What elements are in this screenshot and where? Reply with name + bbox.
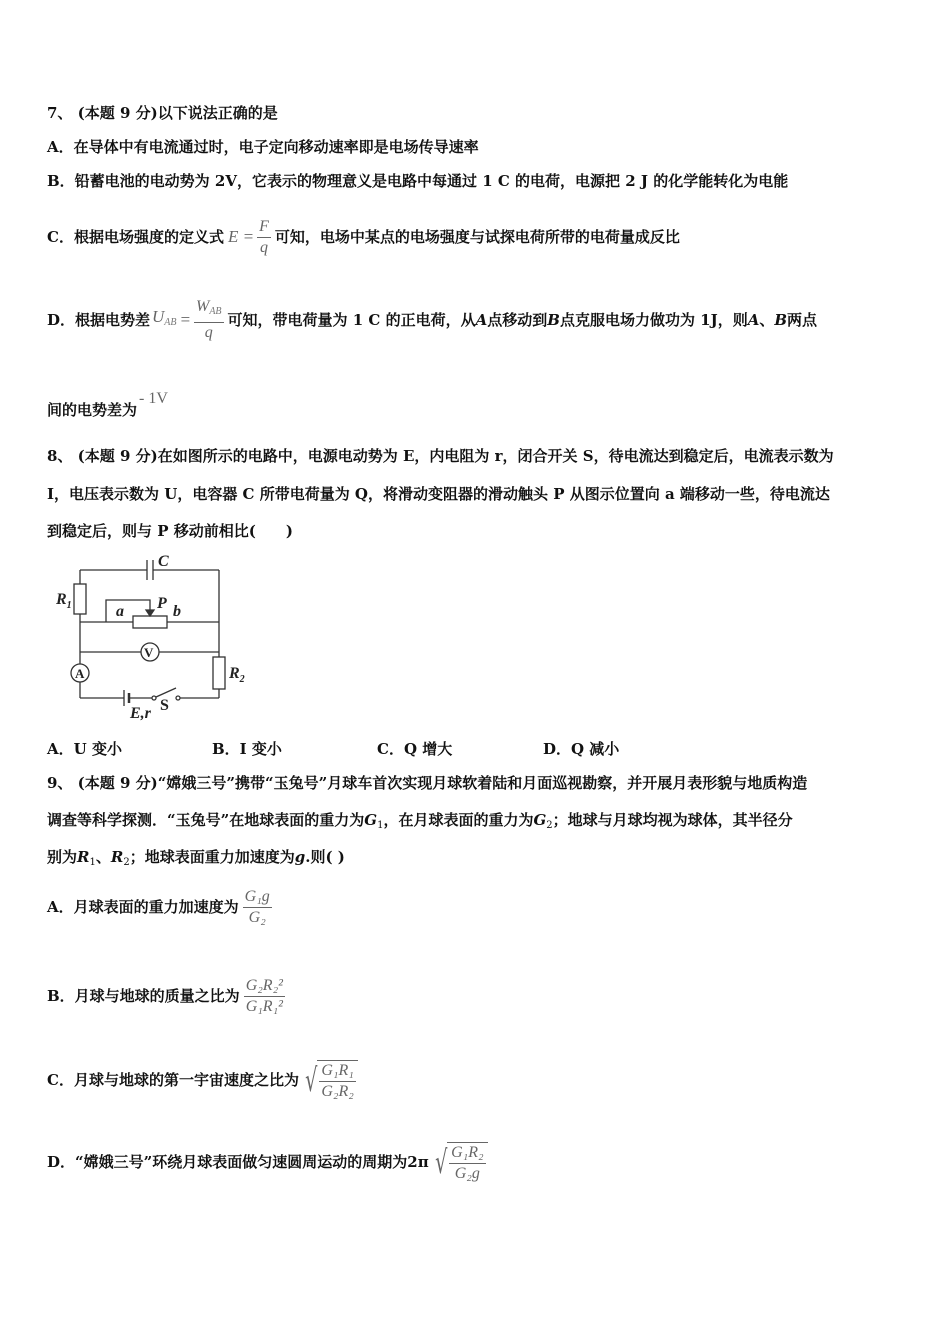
label-ammeter: A	[75, 666, 85, 681]
q9-r2: R	[110, 848, 124, 866]
q9-r1-sub: 1	[89, 857, 96, 868]
label-p: P	[157, 595, 167, 612]
sqrt-icon: √	[434, 1143, 448, 1181]
sqrt-icon: √	[305, 1061, 318, 1099]
q7-d-text-4: 两点	[787, 311, 818, 329]
q8-option-a: A．U 变小	[47, 740, 122, 758]
q9-option-d	[47, 1134, 488, 1190]
q7-d-w-sub: AB	[209, 306, 222, 317]
q7-option-b: B．铅蓄电池的电动势为 2V，它表示的物理意义是电路中每通过 1 C 的电荷，电源把 2 J 的化学能转化为电能	[47, 172, 789, 190]
q7-d-numerator	[194, 299, 224, 323]
q7-option-d-line2	[47, 390, 168, 421]
q9-l2-text-3: ；地球与月球均视为球体，其半径分	[552, 811, 793, 829]
q7-d-u: U	[152, 307, 165, 326]
q8-line-1: 8、 (本题 9 分)在如图所示的电路中，电源电动势为 E，内电阻为 r，闭合开关 S，待电流达到稳定后，电流表示数为	[47, 447, 834, 465]
q8-line-2: I，电压表示数为 U，电容器 C 所带电荷量为 Q，将滑动变阻器的滑动触头 P 从图示位置向 a 端移动一些，待电流达	[47, 485, 830, 503]
q9-l3-sep: 、	[95, 848, 111, 866]
q9-option-a-text: A．月球表面的重力加速度为	[47, 898, 239, 916]
q9-g2-sub: 2	[546, 820, 553, 831]
q7-d-text-2: 点移动到	[487, 311, 548, 329]
q9-c-numerator: G₁R₁	[319, 1063, 355, 1082]
q8-line-3: 到稳定后，则与 P 移动前相比( )	[47, 522, 293, 540]
label-er: E,r	[130, 705, 151, 722]
q9-l2-text-1: 调查等科学探测．“玉兔号”在地球表面的重力为	[47, 811, 365, 829]
q7-option-c-prefix: C．根据电场强度的定义式	[47, 228, 224, 246]
q9-d-sqrt	[431, 1142, 488, 1182]
q9-b-fraction	[244, 978, 285, 1015]
q7-d-line2-text: 间的电势差为	[47, 401, 138, 419]
q9-l3-text-2: ；地球表面重力加速度为	[129, 848, 295, 866]
q9-d-denominator: G₂g	[454, 1165, 480, 1182]
q7-option-d	[47, 293, 817, 347]
rheostat	[133, 616, 167, 628]
q7-c-formula-lhs: E =	[227, 227, 255, 246]
q9-option-b	[47, 968, 285, 1024]
q7-c-numerator: F	[257, 219, 271, 238]
q9-a-numerator: G₁g	[243, 889, 272, 908]
q7-option-c	[47, 210, 680, 264]
q7-d-text-1: 可知，带电荷量为 1 C 的正电荷，从	[227, 311, 476, 329]
q7-c-fraction	[257, 219, 271, 256]
slider-arrow	[146, 610, 154, 616]
q8-option-b: B．I 变小	[212, 740, 282, 758]
q9-g1-sub: 1	[377, 820, 384, 831]
switch-lever	[156, 688, 176, 697]
q7-d-sep: 、	[759, 311, 775, 329]
q7-d-point-a2: A	[747, 311, 760, 329]
rheostat-slider-wire	[106, 600, 150, 622]
q9-c-sqrt	[301, 1060, 358, 1100]
q9-l2-text-2: ，在月球表面的重力为	[383, 811, 534, 829]
q9-option-c	[47, 1052, 358, 1108]
q7-d-denominator: q	[204, 324, 213, 341]
q7-header: 7、 (本题 9 分)以下说法正确的是	[47, 104, 278, 122]
label-c: C	[158, 553, 169, 570]
switch-contact-left	[152, 696, 156, 700]
q7-d-equals: =	[179, 310, 191, 329]
circuit-diagram	[50, 552, 270, 722]
label-a: a	[116, 603, 124, 620]
q9-g-accel: g	[294, 848, 306, 866]
q9-r1: R	[77, 848, 90, 866]
q7-d-point-b: B	[547, 311, 560, 329]
q9-option-b-text: B．月球与地球的质量之比为	[47, 987, 240, 1005]
resistor-r2	[213, 657, 225, 689]
q9-c-fraction	[319, 1063, 355, 1100]
label-r2: $R_2$	[229, 665, 245, 685]
q7-option-d-text	[228, 310, 818, 330]
q7-option-d-prefix: D．根据电势差	[47, 311, 151, 329]
resistor-r1	[74, 584, 86, 614]
q9-g1: G	[364, 811, 378, 829]
q9-d-coefficient: 2π	[407, 1153, 429, 1171]
q8-option-c: C．Q 增大	[377, 740, 453, 758]
q9-d-numerator: G₁R₂	[449, 1145, 485, 1164]
q9-option-c-text: C．月球与地球的第一宇宙速度之比为	[47, 1071, 299, 1089]
switch-contact-right	[176, 696, 180, 700]
label-s: S	[160, 697, 169, 714]
q9-line-3	[47, 847, 345, 873]
label-v: V	[144, 645, 154, 660]
q9-option-d-text: D．“嫦娥三号”环绕月球表面做匀速圆周运动的周期为	[47, 1153, 408, 1171]
q7-d-point-b2: B	[774, 311, 788, 329]
q7-d-u-sub: AB	[164, 317, 177, 328]
label-r1: $R_1$	[56, 591, 72, 611]
q9-a-denominator: G₂	[248, 908, 266, 926]
label-b: b	[173, 603, 181, 620]
q7-option-c-suffix: 可知，电场中某点的电场强度与试探电荷所带的电荷量成反比	[274, 228, 680, 246]
q7-option-a: A．在导体中有电流通过时，电子定向移动速率即是电场传导速率	[47, 138, 479, 156]
q9-g2: G	[533, 811, 547, 829]
q9-d-fraction	[449, 1145, 485, 1182]
q9-l3-text-1: 别为	[47, 848, 78, 866]
q7-d-value: - 1V	[139, 390, 168, 407]
q7-d-point-a: A	[475, 311, 488, 329]
q9-option-a	[47, 880, 272, 934]
q9-b-denominator: G₁R₁²	[245, 997, 283, 1015]
q7-d-fraction	[194, 299, 224, 341]
q9-r2-sub: 2	[123, 857, 130, 868]
q7-d-formula-lhs	[152, 307, 177, 333]
q9-b-numerator: G₂R₂²	[244, 978, 285, 997]
q9-line-1: 9、 (本题 9 分)“嫦娥三号”携带“玉兔号”月球车首次实现月球软着陆和月面巡视勘察，并开展月表形貌与地质构造	[47, 774, 808, 792]
q9-l3-text-3: .则( )	[305, 848, 345, 866]
q7-c-denominator: q	[259, 238, 268, 256]
q7-d-w: W	[196, 298, 210, 315]
q9-line-2	[47, 810, 793, 836]
q9-c-denominator: G₂R₂	[321, 1083, 354, 1100]
q9-a-fraction	[243, 889, 272, 926]
q8-option-d: D．Q 减小	[543, 740, 620, 758]
q7-d-text-3: 点克服电场力做功为 1J，则	[559, 311, 748, 329]
